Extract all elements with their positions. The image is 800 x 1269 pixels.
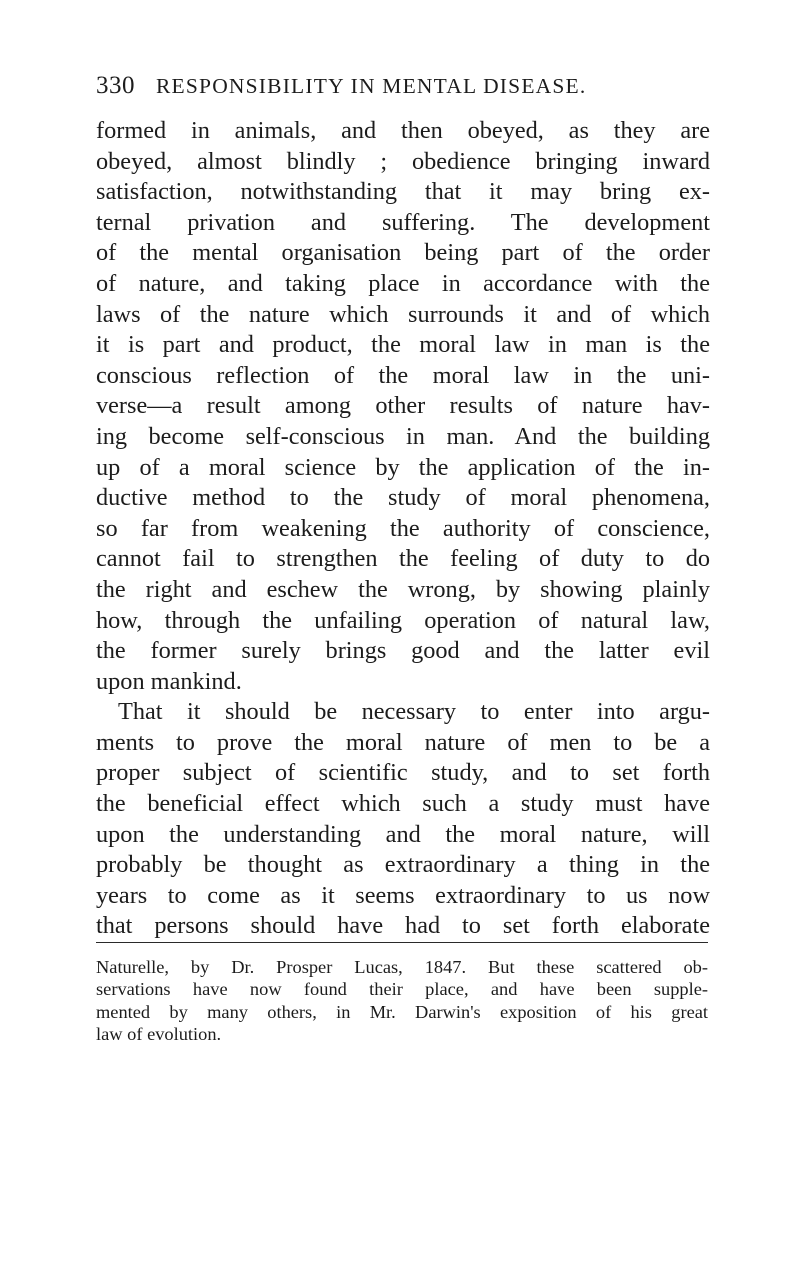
text-line: obeyed, almost blindly ; obedience bringing inward bbox=[96, 147, 710, 175]
footnote-line: Naturelle, by Dr. Prosper Lucas, 1847. But these scattered ob- bbox=[96, 957, 708, 977]
text-line: of the mental organisation being part of the order bbox=[96, 239, 710, 267]
text-line: that persons should have had to set forth elaborate bbox=[96, 912, 710, 940]
text-line: of nature, and taking place in accordance with the bbox=[96, 269, 710, 297]
text-line: proper subject of scientific study, and to set forth bbox=[96, 759, 710, 787]
text-line: up of a moral science by the application of the in- bbox=[96, 453, 710, 481]
footnote-line: mented by many others, in Mr. Darwin's exposition of his great bbox=[96, 1001, 708, 1022]
text-line: upon mankind. bbox=[96, 667, 242, 695]
text-line: how, through the unfailing operation of natural law, bbox=[96, 606, 710, 634]
page-number: 330 bbox=[96, 72, 135, 99]
footnote-divider bbox=[96, 942, 708, 943]
text-line: upon the understanding and the moral nature, will bbox=[96, 820, 710, 848]
text-line: the right and eschew the wrong, by showing plainly bbox=[96, 575, 710, 603]
text-line: the beneficial effect which such a study must have bbox=[96, 790, 710, 818]
footnote-line: servations have now found their place, and have been supple- bbox=[96, 979, 708, 1000]
text-line: ments to prove the moral nature of men to be a bbox=[96, 728, 710, 756]
text-line: the former surely brings good and the latter evil bbox=[96, 637, 710, 665]
paragraph-start-line: That it should be necessary to enter into argu- bbox=[118, 698, 710, 726]
text-line: years to come as it seems extraordinary to us now bbox=[96, 881, 710, 909]
text-line: conscious reflection of the moral law in the uni- bbox=[96, 361, 710, 389]
text-line: formed in animals, and then obeyed, as they are bbox=[96, 117, 710, 144]
text-line: it is part and product, the moral law in man is the bbox=[96, 331, 710, 359]
text-line: verse—a result among other results of nature hav- bbox=[96, 392, 710, 420]
running-title: RESPONSIBILITY IN MENTAL DISEASE. bbox=[156, 74, 587, 98]
running-head bbox=[96, 70, 706, 104]
footnote bbox=[96, 956, 708, 1045]
text-line: ing become self-conscious in man. And the building bbox=[96, 422, 710, 450]
text-line: ductive method to the study of moral phenomena, bbox=[96, 484, 710, 512]
text-line: ternal privation and suffering. The development bbox=[96, 208, 710, 236]
text-line: satisfaction, notwithstanding that it may bring ex- bbox=[96, 178, 710, 206]
body-text bbox=[96, 116, 710, 942]
text-line: cannot fail to strengthen the feeling of duty to do bbox=[96, 545, 710, 573]
text-line: laws of the nature which surrounds it and of which bbox=[96, 300, 710, 328]
text-line: so far from weakening the authority of conscience, bbox=[96, 514, 710, 542]
text-line: probably be thought as extraordinary a thing in the bbox=[96, 851, 710, 879]
footnote-line: law of evolution. bbox=[96, 1023, 222, 1044]
